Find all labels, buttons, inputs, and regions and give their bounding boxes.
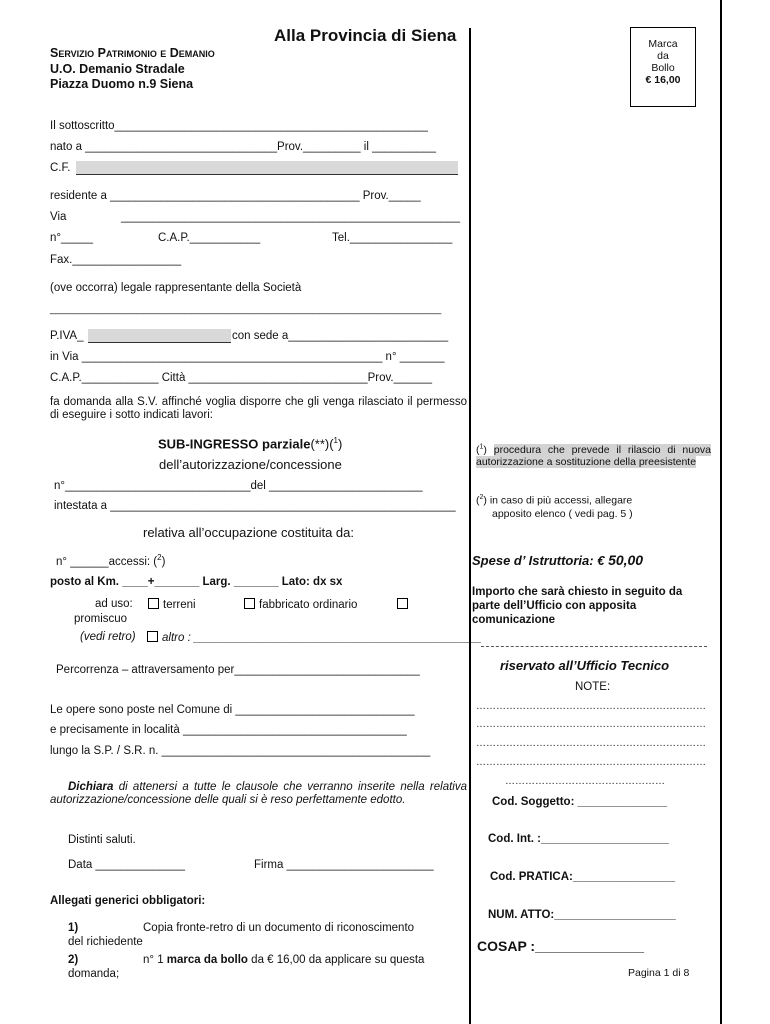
unit-name: U.O. Demanio Stradale bbox=[50, 62, 185, 76]
option-terreni-label: terreni bbox=[163, 599, 196, 611]
attachment-2-bold: marca da bollo bbox=[166, 954, 248, 966]
checkbox-icon[interactable] bbox=[397, 598, 408, 609]
close-paren: ) bbox=[338, 436, 343, 452]
applicant-name-line[interactable]: Il sottoscritto_________________________________________________ bbox=[50, 120, 428, 132]
footnote-1-mark: ($^1$) bbox=[476, 443, 487, 456]
locality-line[interactable]: e precisamente in località ___________________________________ bbox=[50, 724, 407, 736]
separator-line bbox=[481, 646, 707, 647]
attachment-1-continued: del richiedente bbox=[68, 936, 143, 948]
see-back-note: (vedi retro) bbox=[80, 631, 136, 643]
notes-line-2[interactable]: …………………………………………………………… bbox=[476, 719, 706, 730]
subingresso-heading bbox=[158, 436, 342, 451]
processing-fee-label: Spese d’ Istruttoria: € bbox=[472, 553, 609, 568]
residence-line[interactable]: residente a _______________________________________ Prov._____ bbox=[50, 190, 421, 202]
footnote-2: ($^2$) in caso di più accessi, allegare bbox=[476, 494, 633, 507]
birth-place-line[interactable]: nato a ______________________________Prov._________ il __________ bbox=[50, 141, 437, 153]
legal-rep-text: (ove occorra) legale rappresentante della Società bbox=[50, 282, 302, 294]
declaration-body: di attenersi a tutte le clausole che verranno inserite nella relativa autorizzazione/concessione delle quali si è reso perfettamente edotto. bbox=[50, 781, 467, 806]
column-divider bbox=[469, 28, 471, 1024]
accesses-text: n° ______accessi: ( bbox=[56, 555, 158, 568]
vat-label: P.IVA_ bbox=[50, 330, 84, 342]
cosap-field[interactable]: COSAP :______________ bbox=[477, 938, 645, 954]
footnote-ref-2: 2 bbox=[157, 553, 162, 562]
footnote-ref-1: 1 bbox=[333, 436, 338, 445]
attachment-2-pre: n° 1 bbox=[143, 954, 164, 966]
service-name: Servizio Patrimonio e Demanio bbox=[50, 46, 215, 60]
option-terreni[interactable] bbox=[148, 598, 196, 611]
attachment-2-continued: domanda; bbox=[68, 968, 120, 980]
processing-fee-amount: 50,00 bbox=[608, 552, 644, 568]
act-number-field[interactable]: NUM. ATTO:___________________ bbox=[488, 909, 676, 921]
attachments-heading: Allegati generici obbligatori: bbox=[50, 895, 206, 907]
processing-fee bbox=[472, 552, 643, 568]
attachment-2-text bbox=[143, 954, 424, 966]
municipality-line[interactable]: Le opere sono poste nel Comune di ____________________________ bbox=[50, 704, 415, 716]
option-fabbricato[interactable] bbox=[244, 598, 357, 611]
tax-code-label: C.F. bbox=[50, 162, 71, 174]
use-label: ad uso: bbox=[95, 598, 133, 610]
phone-field[interactable]: Tel.________________ bbox=[332, 232, 453, 244]
attachment-1-number: 1) bbox=[68, 922, 79, 934]
attachment-2-post: da € 16,00 da applicare su questa bbox=[251, 954, 425, 966]
subingresso-mark: (**)( bbox=[310, 436, 334, 452]
stamp-line3: Bollo bbox=[651, 62, 675, 74]
notes-line-4[interactable]: …………………………………………………………… bbox=[476, 757, 706, 768]
footnote-2-text: in caso di più accessi, allegare bbox=[489, 494, 633, 507]
vat-field[interactable] bbox=[88, 329, 231, 343]
declaration-bold: Dichiara bbox=[68, 781, 114, 793]
house-number-field[interactable]: n°_____ bbox=[50, 232, 93, 244]
notes-line-1[interactable]: …………………………………………………………… bbox=[476, 701, 706, 712]
subject-code-field[interactable]: Cod. Soggetto: ______________ bbox=[492, 796, 668, 808]
postal-code-field[interactable]: C.A.P.___________ bbox=[158, 232, 261, 244]
street-label: Via bbox=[50, 211, 67, 223]
stamp-line1: Marca bbox=[648, 38, 678, 50]
attachment-2-number: 2) bbox=[68, 954, 79, 966]
company-seat-line[interactable]: con sede a_________________________ bbox=[232, 330, 449, 342]
company-city-line[interactable]: C.A.P.____________ Città ____________________________Prov.______ bbox=[50, 372, 432, 384]
internal-code-field[interactable]: Cod. Int. :____________________ bbox=[488, 833, 669, 845]
option-altro-label: altro : _____________________________________________ bbox=[162, 632, 482, 644]
stamp-box bbox=[630, 27, 696, 107]
recipient-title: Alla Provincia di Siena bbox=[274, 26, 457, 45]
checkbox-icon[interactable] bbox=[148, 598, 159, 609]
amount-notice: Importo che sarà chiesto in seguito da parte dell’Ufficio con apposita comunicazione bbox=[472, 586, 683, 626]
right-border bbox=[720, 0, 722, 1024]
footnote-1-text: procedura che prevede il rilascio di nuova autorizzazione a sostituzione della preesistente bbox=[476, 443, 712, 468]
request-text: fa domanda alla S.V. affinché voglia disporre che gli venga rilasciato il permesso di eseguire i sotto indicati lavori: bbox=[50, 396, 467, 421]
footnote-2-continued: apposito elenco ( vedi pag. 5 ) bbox=[492, 508, 633, 520]
practice-code-field[interactable]: Cod. PRATICA:________________ bbox=[490, 871, 676, 883]
holder-line[interactable]: intestata a ______________________________________________________ bbox=[54, 500, 456, 512]
fax-field[interactable]: Fax._________________ bbox=[50, 254, 182, 266]
accesses-close: ) bbox=[161, 555, 166, 568]
option-altro[interactable] bbox=[147, 631, 482, 644]
declaration-text bbox=[50, 781, 467, 807]
technical-office-heading: riservato all’Ufficio Tecnico bbox=[500, 658, 670, 673]
notes-line-5[interactable]: ………………………………………… bbox=[505, 776, 665, 787]
authorization-heading: dell’autorizzazione/concessione bbox=[159, 457, 342, 472]
authorization-number-line[interactable]: n°_____________________________del ________________________ bbox=[54, 480, 423, 492]
stamp-line2: da bbox=[657, 50, 669, 62]
company-name-line[interactable]: ___________________________________________________________________ bbox=[50, 303, 442, 315]
option-promiscuo-label: promiscuo bbox=[74, 613, 128, 625]
notes-label: NOTE: bbox=[575, 681, 611, 693]
accesses-line[interactable] bbox=[56, 553, 165, 568]
tax-code-field[interactable] bbox=[76, 161, 458, 175]
checkbox-icon[interactable] bbox=[147, 631, 158, 642]
signature-field[interactable]: Firma _______________________ bbox=[254, 859, 434, 871]
company-street-line[interactable]: in Via _______________________________________________ n° _______ bbox=[50, 351, 445, 363]
footnote-1 bbox=[476, 441, 711, 469]
checkbox-icon[interactable] bbox=[244, 598, 255, 609]
attachment-1-text: Copia fronte-retro di un documento di riconoscimento bbox=[143, 922, 415, 934]
option-promiscuo-checkbox[interactable] bbox=[397, 598, 412, 611]
occupation-heading: relativa all’occupazione costituita da: bbox=[143, 525, 355, 540]
street-field[interactable]: _____________________________________________________ bbox=[121, 211, 460, 223]
option-fabbricato-label: fabbricato ordinario bbox=[259, 599, 358, 611]
page-number: Pagina 1 di 8 bbox=[628, 967, 690, 979]
date-field[interactable]: Data ______________ bbox=[68, 859, 186, 871]
office-address: Piazza Duomo n.9 Siena bbox=[50, 77, 194, 91]
closing-salutation: Distinti saluti. bbox=[68, 834, 136, 846]
position-line[interactable]: posto al Km. ____+_______ Larg. _______ Lato: dx sx bbox=[50, 576, 343, 588]
stamp-amount: € 16,00 bbox=[645, 74, 681, 86]
road-line[interactable]: lungo la S.P. / S.R. n. __________________________________________ bbox=[50, 745, 431, 757]
route-line[interactable]: Percorrenza – attraversamento per_____________________________ bbox=[56, 664, 420, 676]
subingresso-title: SUB-INGRESSO parziale bbox=[158, 436, 311, 452]
notes-line-3[interactable]: …………………………………………………………… bbox=[476, 738, 706, 749]
